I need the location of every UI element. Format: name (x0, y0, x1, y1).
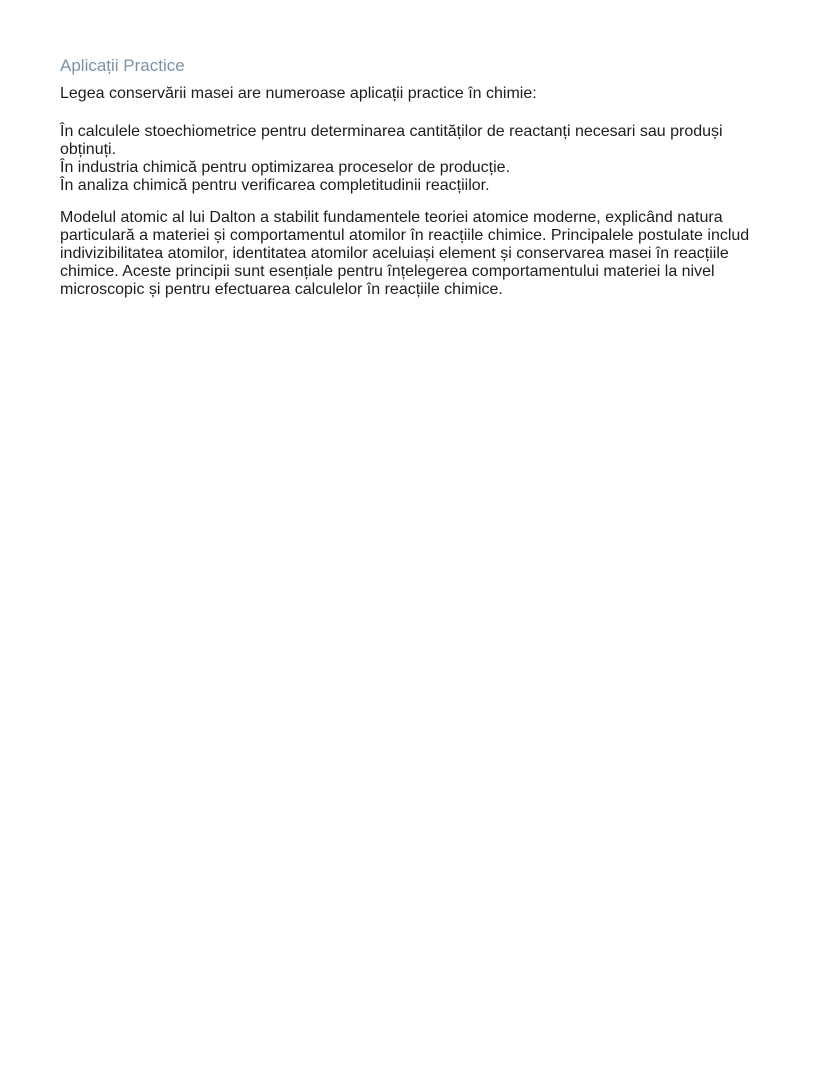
intro-paragraph: Legea conservării masei are numeroase aplicații practice în chimie: (60, 85, 537, 102)
applications-list (60, 123, 750, 195)
list-item: În calculele stoechiometrice pentru determinarea cantităților de reactanți necesari sau produși obținuți. (60, 123, 723, 158)
dalton-paragraph: Modelul atomic al lui Dalton a stabilit fundamentele teoriei atomice moderne, explicând natura particulară a materiei și comportamentul atomilor în reacțiile chimice. Principalele postulate includ indivizibilitatea atomilor, identitatea atomilor aceluiași element și conservarea masei în reacțiile chimice. Aceste principii sunt esențiale pentru înțelegerea comportamentului materiei la nivel microscopic și pentru efectuarea calculelor în reacțiile chimice. (60, 209, 750, 298)
list-item: În industria chimică pentru optimizarea proceselor de producție. (60, 159, 511, 176)
section-heading: Aplicații Practice (60, 56, 185, 75)
list-item: În analiza chimică pentru verificarea completitudinii reacțiilor. (60, 177, 490, 194)
content-area (60, 56, 750, 299)
